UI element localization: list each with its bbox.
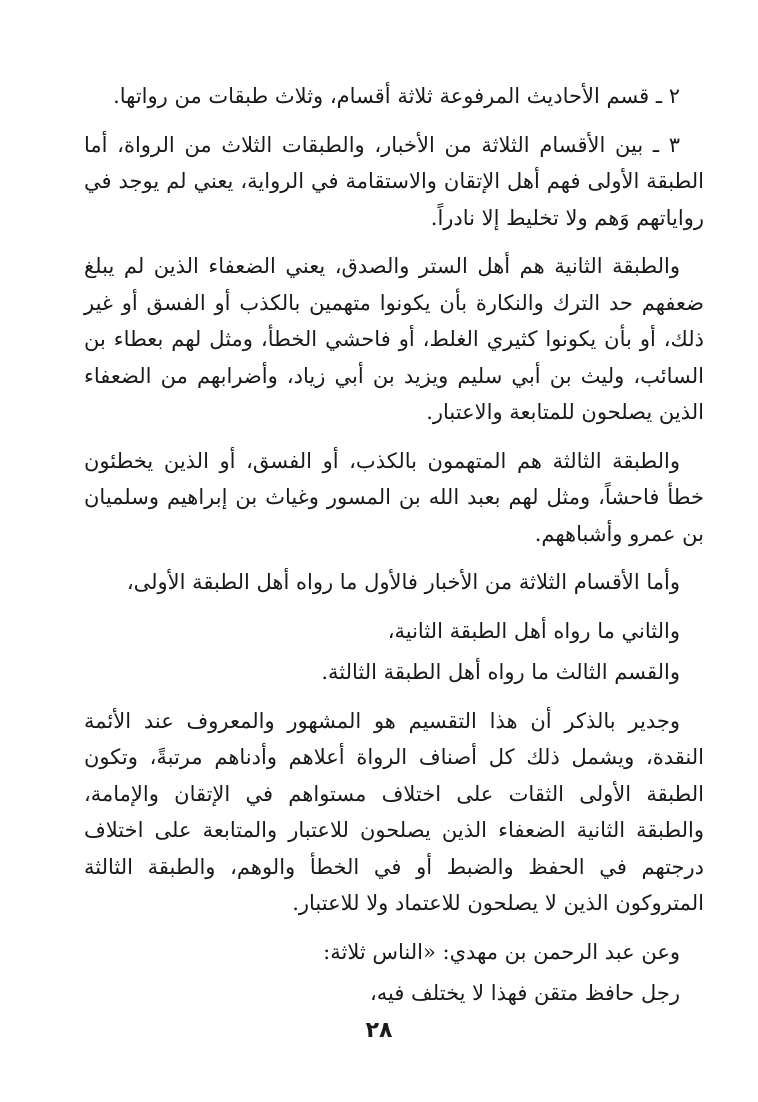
body-text [84,78,704,1024]
paragraph: وأما الأقسام الثلاثة من الأخبار فالأول ما رواه أهل الطبقة الأولى، [126,570,680,594]
page-number: ٢٨ [365,1018,393,1043]
paragraph: وجدير بالذكر أن هذا التقسيم هو المشهور والمعروف عند الأئمة النقدة، ويشمل ذلك كل أصناف الرواة أعلاهم وأدناهم مرتبةً، وتكون الطبقة الأولى الثقات على اختلاف مستواهم في الإتقان والإمامة، والطبقة الثانية الضعفاء الذين يصلحون للاعتبار والمتابعة على اختلاف درجتهم في الحفظ والضبط أو في الخطأ والوهم، والطبقة الثالثة المتروكون الذين لا يصلحون للاعتماد ولا للاعتبار. [84,708,704,915]
paragraph: والطبقة الثانية هم أهل الستر والصدق، يعني الضعفاء الذين لم يبلغ ضعفهم حد الترك والنكارة بأن يكونوا متهمين بالكذب أو الفسق أو غير ذلك، أو بأن يكونوا كثيري الغلط، أو فاحشي الخطأ، ومثل لهم بعطاء بن السائب، وليث بن أبي سليم ويزيد بن أبي زياد، وأضرابهم من الضعفاء الذين يصلحون للمتابعة والاعتبار. [84,254,704,424]
paragraph: والطبقة الثالثة هم المتهمون بالكذب، أو الفسق، أو الذين يخطئون خطأ فاحشاً، ومثل لهم بعبد الله بن المسور وغياث بن إبراهيم وسلميان بن عمرو وأشباههم. [84,448,704,546]
paragraph: ٣ ـ بين الأقسام الثلاثة من الأخبار، والطبقات الثلاث من الرواة، أما الطبقة الأولى فهم أهل الإتقان والاستقامة في الرواية، يعني لم يوجد في رواياتهم وَهم ولا تخليط إلا نادراً. [84,132,704,230]
paragraph: رجل حافظ متقن فهذا لا يختلف فيه، [369,981,680,1005]
paragraph: وعن عبد الرحمن بن مهدي: «الناس ثلاثة: [323,939,680,964]
paragraph: والقسم الثالث ما رواه أهل الطبقة الثالثة. [321,660,680,684]
paragraph: ٢ ـ قسم الأحاديث المرفوعة ثلاثة أقسام، وثلاث طبقات من رواتها. [113,84,680,108]
paragraph: والثاني ما رواه أهل الطبقة الثانية، [387,618,680,643]
